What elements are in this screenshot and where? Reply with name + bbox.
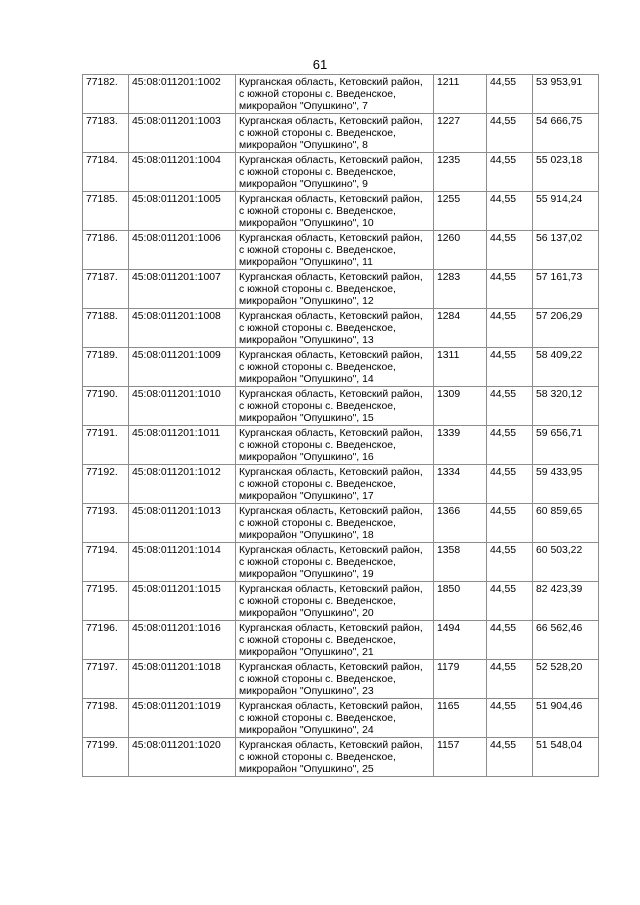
address-cell: Курганская область, Кетовский район, с южной стороны с. Введенское, микрорайон "Опушкино", 11 — [236, 231, 434, 270]
sum-cell: 55 914,24 — [533, 192, 599, 231]
address-cell: Курганская область, Кетовский район, с южной стороны с. Введенское, микрорайон "Опушкино", 24 — [236, 699, 434, 738]
table-row — [83, 153, 599, 192]
table-row — [83, 543, 599, 582]
cadastral-number-cell: 45:08:011201:1018 — [129, 660, 236, 699]
cadastral-number-cell: 45:08:011201:1014 — [129, 543, 236, 582]
area-cell: 1157 — [434, 738, 487, 777]
area-cell: 1850 — [434, 582, 487, 621]
row-number-cell: 77197. — [83, 660, 129, 699]
row-number-cell: 77188. — [83, 309, 129, 348]
area-cell: 1284 — [434, 309, 487, 348]
cadastral-number-cell: 45:08:011201:1019 — [129, 699, 236, 738]
rate-cell: 44,55 — [487, 231, 533, 270]
table-row — [83, 582, 599, 621]
rate-cell: 44,55 — [487, 387, 533, 426]
rate-cell: 44,55 — [487, 309, 533, 348]
area-cell: 1283 — [434, 270, 487, 309]
area-cell: 1165 — [434, 699, 487, 738]
rate-cell: 44,55 — [487, 465, 533, 504]
sum-cell: 58 320,12 — [533, 387, 599, 426]
row-number-cell: 77190. — [83, 387, 129, 426]
address-cell: Курганская область, Кетовский район, с южной стороны с. Введенское, микрорайон "Опушкино", 13 — [236, 309, 434, 348]
address-cell: Курганская область, Кетовский район, с южной стороны с. Введенское, микрорайон "Опушкино", 7 — [236, 75, 434, 114]
sum-cell: 60 503,22 — [533, 543, 599, 582]
address-cell: Курганская область, Кетовский район, с южной стороны с. Введенское, микрорайон "Опушкино", 10 — [236, 192, 434, 231]
cadastral-number-cell: 45:08:011201:1012 — [129, 465, 236, 504]
address-cell: Курганская область, Кетовский район, с южной стороны с. Введенское, микрорайон "Опушкино", 25 — [236, 738, 434, 777]
area-cell: 1309 — [434, 387, 487, 426]
cadastral-number-cell: 45:08:011201:1016 — [129, 621, 236, 660]
table-row — [83, 504, 599, 543]
cadastral-number-cell: 45:08:011201:1005 — [129, 192, 236, 231]
page-number: 61 — [312, 57, 328, 72]
rate-cell: 44,55 — [487, 426, 533, 465]
sum-cell: 54 666,75 — [533, 114, 599, 153]
sum-cell: 59 433,95 — [533, 465, 599, 504]
area-cell: 1179 — [434, 660, 487, 699]
rate-cell: 44,55 — [487, 75, 533, 114]
row-number-cell: 77191. — [83, 426, 129, 465]
row-number-cell: 77198. — [83, 699, 129, 738]
area-cell: 1211 — [434, 75, 487, 114]
row-number-cell: 77186. — [83, 231, 129, 270]
row-number-cell: 77187. — [83, 270, 129, 309]
sum-cell: 59 656,71 — [533, 426, 599, 465]
table-row — [83, 114, 599, 153]
row-number-cell: 77194. — [83, 543, 129, 582]
cadastral-number-cell: 45:08:011201:1010 — [129, 387, 236, 426]
address-cell: Курганская область, Кетовский район, с южной стороны с. Введенское, микрорайон "Опушкино", 9 — [236, 153, 434, 192]
cadastral-number-cell: 45:08:011201:1006 — [129, 231, 236, 270]
cadastral-number-cell: 45:08:011201:1009 — [129, 348, 236, 387]
table-body — [83, 75, 599, 777]
cadastral-number-cell: 45:08:011201:1002 — [129, 75, 236, 114]
sum-cell: 53 953,91 — [533, 75, 599, 114]
row-number-cell: 77183. — [83, 114, 129, 153]
address-cell: Курганская область, Кетовский район, с южной стороны с. Введенское, микрорайон "Опушкино", 14 — [236, 348, 434, 387]
land-plot-table — [82, 74, 599, 777]
row-number-cell: 77199. — [83, 738, 129, 777]
row-number-cell: 77193. — [83, 504, 129, 543]
table-row — [83, 699, 599, 738]
sum-cell: 52 528,20 — [533, 660, 599, 699]
cadastral-number-cell: 45:08:011201:1003 — [129, 114, 236, 153]
rate-cell: 44,55 — [487, 582, 533, 621]
address-cell: Курганская область, Кетовский район, с южной стороны с. Введенское, микрорайон "Опушкино", 16 — [236, 426, 434, 465]
rate-cell: 44,55 — [487, 114, 533, 153]
rate-cell: 44,55 — [487, 699, 533, 738]
table-row — [83, 738, 599, 777]
row-number-cell: 77196. — [83, 621, 129, 660]
rate-cell: 44,55 — [487, 738, 533, 777]
table-row — [83, 231, 599, 270]
sum-cell: 57 206,29 — [533, 309, 599, 348]
area-cell: 1311 — [434, 348, 487, 387]
address-cell: Курганская область, Кетовский район, с южной стороны с. Введенское, микрорайон "Опушкино", 15 — [236, 387, 434, 426]
table-row — [83, 387, 599, 426]
table-row — [83, 309, 599, 348]
area-cell: 1366 — [434, 504, 487, 543]
sum-cell: 60 859,65 — [533, 504, 599, 543]
cadastral-number-cell: 45:08:011201:1008 — [129, 309, 236, 348]
address-cell: Курганская область, Кетовский район, с южной стороны с. Введенское, микрорайон "Опушкино", 12 — [236, 270, 434, 309]
rate-cell: 44,55 — [487, 660, 533, 699]
sum-cell: 55 023,18 — [533, 153, 599, 192]
table-row — [83, 465, 599, 504]
rate-cell: 44,55 — [487, 504, 533, 543]
sum-cell: 57 161,73 — [533, 270, 599, 309]
area-cell: 1334 — [434, 465, 487, 504]
row-number-cell: 77185. — [83, 192, 129, 231]
row-number-cell: 77182. — [83, 75, 129, 114]
address-cell: Курганская область, Кетовский район, с южной стороны с. Введенское, микрорайон "Опушкино", 19 — [236, 543, 434, 582]
row-number-cell: 77195. — [83, 582, 129, 621]
sum-cell: 58 409,22 — [533, 348, 599, 387]
address-cell: Курганская область, Кетовский район, с южной стороны с. Введенское, микрорайон "Опушкино", 20 — [236, 582, 434, 621]
row-number-cell: 77192. — [83, 465, 129, 504]
cadastral-number-cell: 45:08:011201:1020 — [129, 738, 236, 777]
cadastral-number-cell: 45:08:011201:1013 — [129, 504, 236, 543]
address-cell: Курганская область, Кетовский район, с южной стороны с. Введенское, микрорайон "Опушкино", 21 — [236, 621, 434, 660]
rate-cell: 44,55 — [487, 153, 533, 192]
address-cell: Курганская область, Кетовский район, с южной стороны с. Введенское, микрорайон "Опушкино", 23 — [236, 660, 434, 699]
table-row — [83, 270, 599, 309]
table-row — [83, 621, 599, 660]
sum-cell: 56 137,02 — [533, 231, 599, 270]
area-cell: 1255 — [434, 192, 487, 231]
area-cell: 1358 — [434, 543, 487, 582]
rate-cell: 44,55 — [487, 348, 533, 387]
row-number-cell: 77184. — [83, 153, 129, 192]
rate-cell: 44,55 — [487, 270, 533, 309]
area-cell: 1260 — [434, 231, 487, 270]
sum-cell: 51 548,04 — [533, 738, 599, 777]
cadastral-number-cell: 45:08:011201:1011 — [129, 426, 236, 465]
sum-cell: 82 423,39 — [533, 582, 599, 621]
sum-cell: 66 562,46 — [533, 621, 599, 660]
rate-cell: 44,55 — [487, 192, 533, 231]
rate-cell: 44,55 — [487, 543, 533, 582]
cadastral-number-cell: 45:08:011201:1007 — [129, 270, 236, 309]
area-cell: 1235 — [434, 153, 487, 192]
table-row — [83, 75, 599, 114]
table-row — [83, 426, 599, 465]
area-cell: 1339 — [434, 426, 487, 465]
row-number-cell: 77189. — [83, 348, 129, 387]
cadastral-number-cell: 45:08:011201:1015 — [129, 582, 236, 621]
sum-cell: 51 904,46 — [533, 699, 599, 738]
table-row — [83, 660, 599, 699]
address-cell: Курганская область, Кетовский район, с южной стороны с. Введенское, микрорайон "Опушкино", 8 — [236, 114, 434, 153]
cadastral-number-cell: 45:08:011201:1004 — [129, 153, 236, 192]
address-cell: Курганская область, Кетовский район, с южной стороны с. Введенское, микрорайон "Опушкино", 18 — [236, 504, 434, 543]
table-row — [83, 348, 599, 387]
rate-cell: 44,55 — [487, 621, 533, 660]
area-cell: 1494 — [434, 621, 487, 660]
area-cell: 1227 — [434, 114, 487, 153]
address-cell: Курганская область, Кетовский район, с южной стороны с. Введенское, микрорайон "Опушкино", 17 — [236, 465, 434, 504]
table-row — [83, 192, 599, 231]
